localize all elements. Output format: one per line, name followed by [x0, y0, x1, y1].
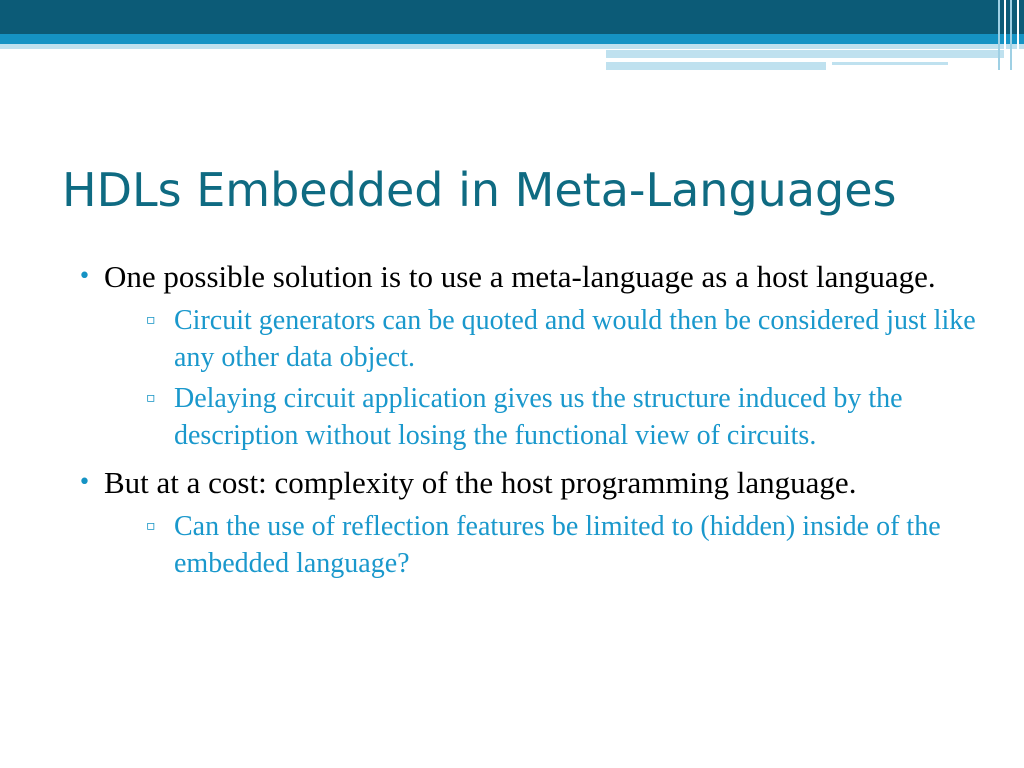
sub-bullet-text: Can the use of reflection features be limited to (hidden) inside of the embedded language? — [174, 511, 941, 579]
bullet-text: But at a cost: complexity of the host programming language. — [104, 465, 857, 500]
sub-bullet-list — [104, 302, 976, 454]
bullet-item — [76, 462, 976, 582]
bullet-dot-icon: • — [78, 470, 91, 495]
header-stripe — [832, 62, 948, 65]
header-band-light — [0, 44, 1024, 49]
square-bullet-icon: ▫ — [146, 518, 156, 534]
slide-title: HDLs Embedded in Meta-Languages — [62, 163, 897, 217]
sub-bullet-item — [146, 508, 976, 582]
sub-bullet-list — [104, 508, 976, 582]
header-stripe — [606, 50, 1006, 58]
header-stripe — [606, 62, 826, 70]
bullet-item — [76, 256, 976, 454]
sub-bullet-text: Delaying circuit application gives us the structure induced by the description without losing the functional view of circuits. — [174, 383, 903, 451]
sub-bullet-item — [146, 302, 976, 376]
header-band-dark — [0, 0, 1024, 34]
square-bullet-icon: ▫ — [146, 312, 156, 328]
square-bullet-icon: ▫ — [146, 390, 156, 406]
sub-bullet-item — [146, 380, 976, 454]
header-vertical-lines — [994, 0, 1024, 70]
header-band-blue — [0, 34, 1024, 44]
bullet-dot-icon: • — [78, 264, 91, 289]
bullet-list — [76, 256, 976, 590]
sub-bullet-text: Circuit generators can be quoted and would then be considered just like any other data object. — [174, 305, 976, 373]
bullet-text: One possible solution is to use a meta-language as a host language. — [104, 259, 936, 294]
